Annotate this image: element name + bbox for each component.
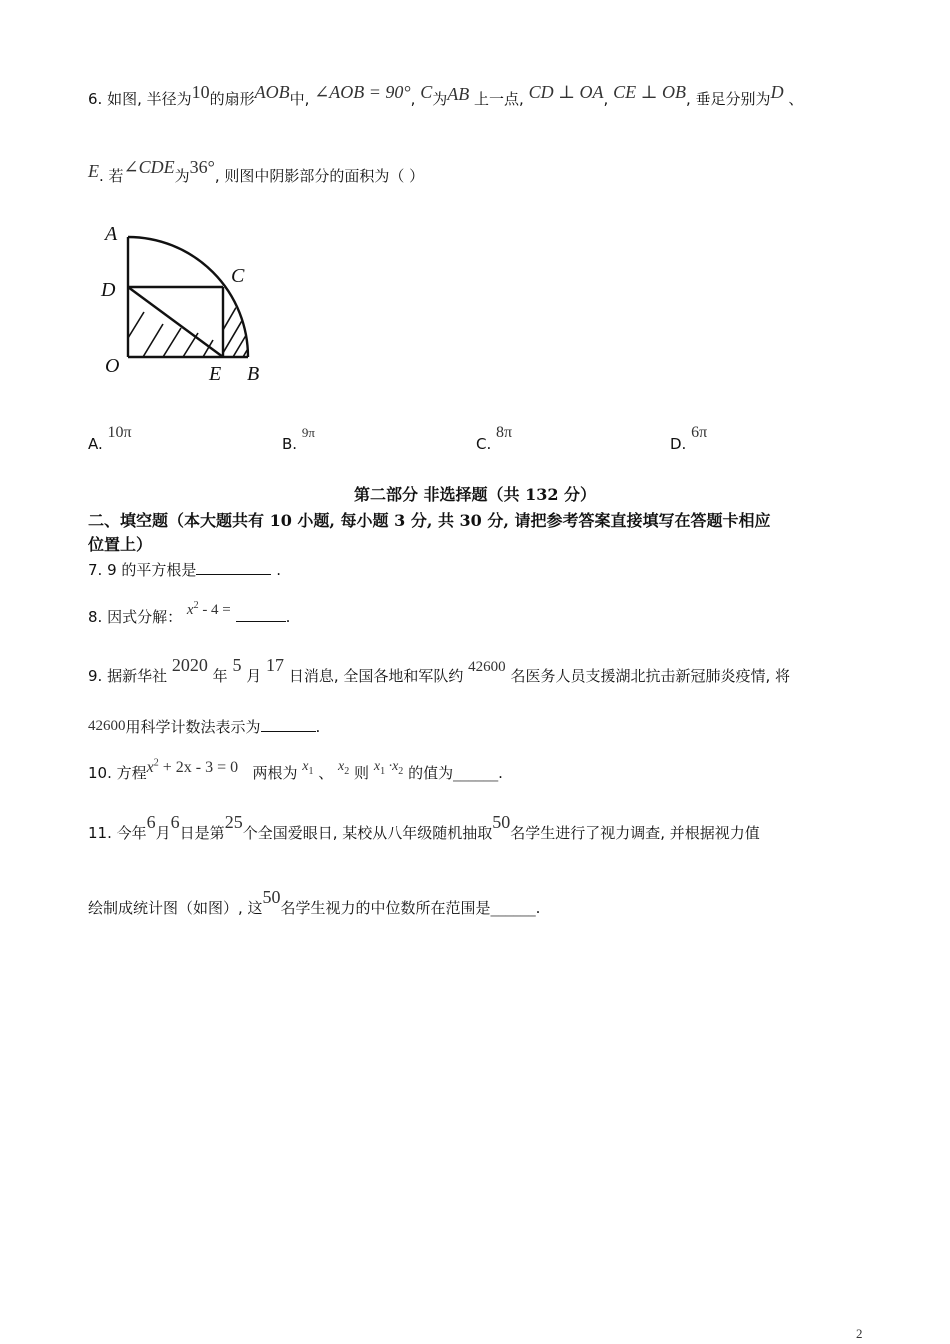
option-c[interactable]: C. 8π — [476, 424, 513, 453]
q10-answer-blank[interactable]: ______ — [453, 764, 499, 782]
q8-answer-blank[interactable] — [236, 605, 286, 622]
label-c: C — [231, 265, 245, 287]
option-b[interactable]: B. 9π — [282, 425, 315, 453]
q9-answer-blank[interactable] — [261, 715, 316, 732]
section2-heading-line2: 位置上） — [88, 535, 153, 554]
page-number: 2 — [856, 1326, 863, 1341]
q7-answer-blank[interactable] — [196, 558, 271, 575]
label-o: O — [105, 355, 120, 377]
q8: 8. 因式分解： $x^2 - 4$ = . — [88, 600, 291, 626]
q6-number: 6. — [88, 90, 103, 108]
arc-outline — [128, 237, 248, 357]
q6-line2: E. 若∠CDE为36°, 则图中阴影部分的面积为（ ） — [88, 157, 425, 185]
section2-heading-line1: 二、填空题（本大题共有 10 小题, 每小题 3 分, 共 30 分, 请把参考答案直接填写在答题卡相应 — [88, 511, 771, 530]
q9-line1: 9. 据新华社 2020 年 5 月 17 日消息, 全国各地和军队约 42600 名医务人员支援湖北抗击新冠肺炎疫情, 将 — [88, 655, 790, 685]
label-b: B — [247, 363, 260, 385]
q10: 10. 方程$x^2 + 2x - 3 = 0$ 两根为 $x_1$ 、 $x_2$ 则 $x_1 \cdot x_2$ 的值为______. — [88, 757, 503, 782]
option-a[interactable]: A. 10π — [88, 424, 132, 453]
q9-line2: 42600用科学计数法表示为 . — [88, 715, 320, 737]
q11-answer-blank[interactable]: ______ — [490, 899, 536, 917]
option-d[interactable]: D. 6π — [670, 424, 708, 453]
q7: 7. 9 的平方根是 . — [88, 558, 281, 580]
arc-ab: AB — [447, 84, 470, 104]
part2-title: 第二部分 非选择题（共 132 分） — [353, 485, 597, 504]
label-e: E — [209, 363, 222, 385]
label-a: A — [105, 223, 118, 245]
q6-line1: 6. 如图, 半径为10的扇形AOB中, ∠AOB = 90°, C为AB 上一点, CD ⊥ OA, CE ⊥ OB, 垂足分别为D 、 — [88, 82, 804, 108]
q11-line1: 11. 今年6月6日是第25个全国爱眼日, 某校从八年级随机抽取50名学生进行了视力调查, 并根据视力值 — [88, 812, 760, 842]
sector-figure — [95, 220, 275, 390]
q11-line2: 绘制成统计图（如图）, 这50名学生视力的中位数所在范围是______. — [88, 887, 541, 917]
label-d: D — [101, 279, 116, 301]
segment-de — [128, 287, 223, 357]
